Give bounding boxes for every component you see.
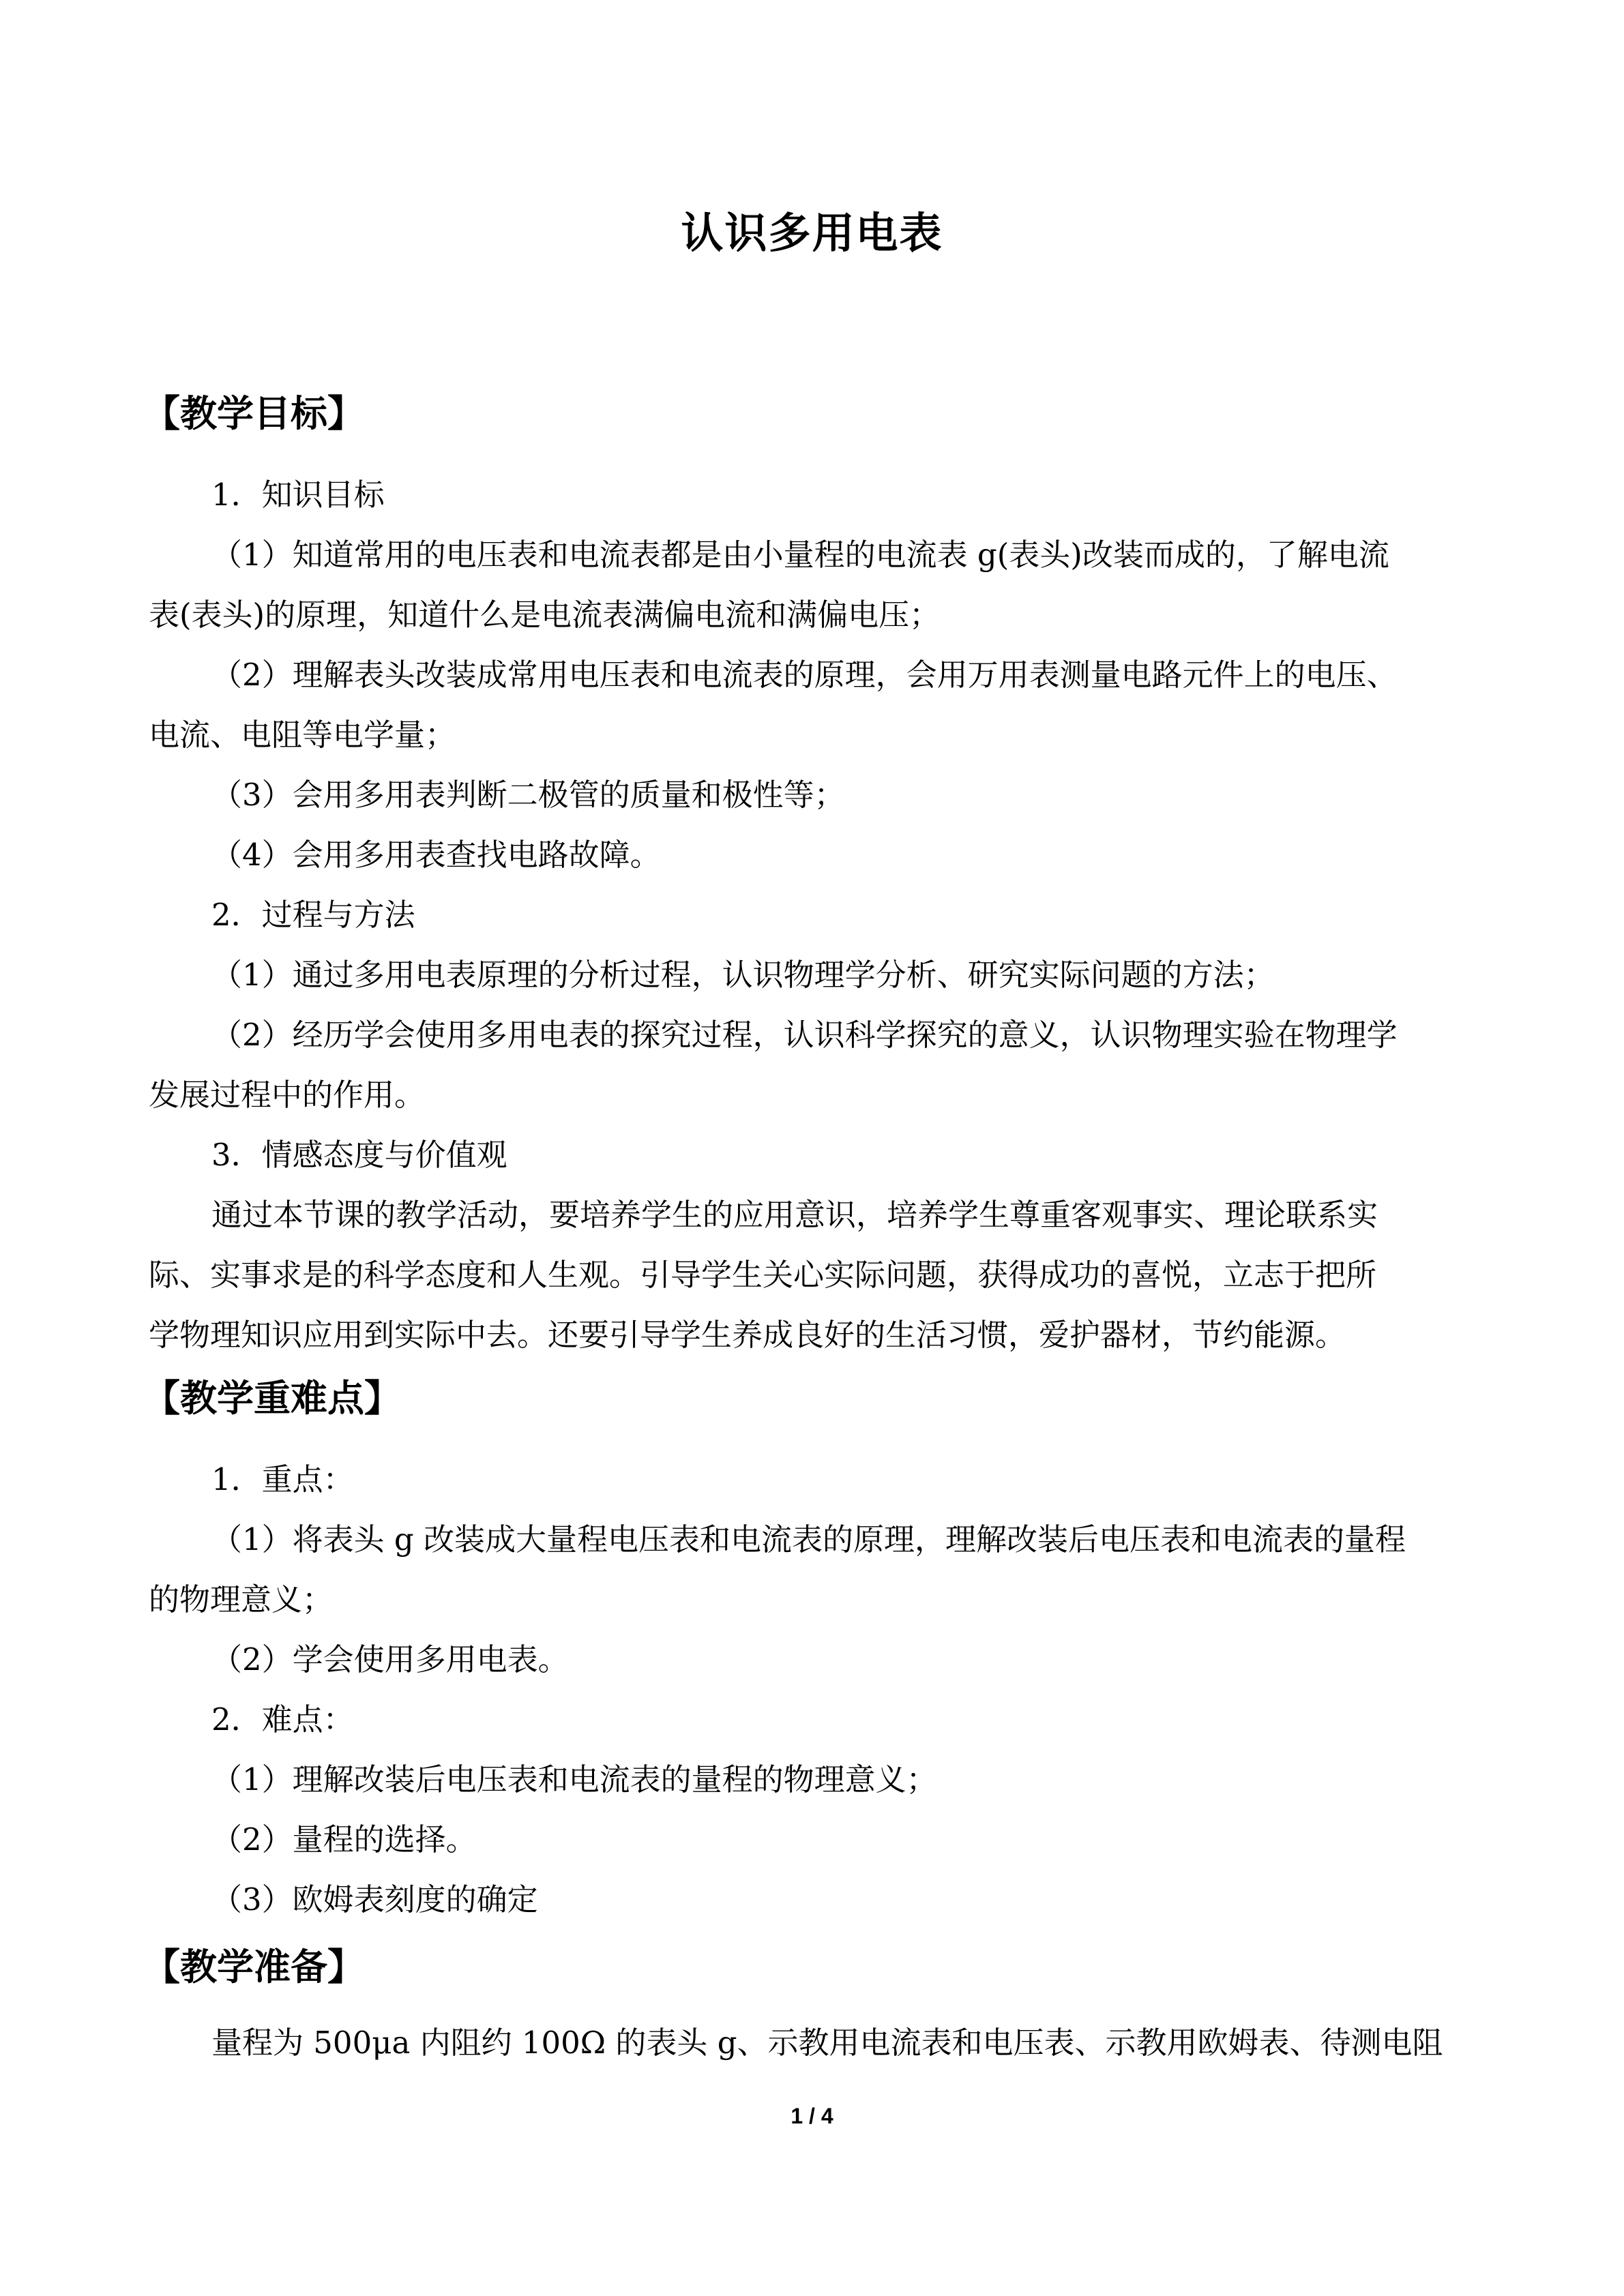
paragraph-line: （1）理解改装后电压表和电流表的量程的物理意义； (211, 1761, 937, 1798)
paragraph-line: （3）欧姆表刻度的确定 (211, 1881, 538, 1918)
paragraph-line: 电流、电阻等电学量； (149, 717, 456, 753)
section-heading-key-difficult-points: 【教学重难点】 (143, 1377, 401, 1420)
paragraph-line: 发展过程中的作用。 (149, 1077, 426, 1113)
paragraph-line: （1）知道常用的电压表和电流表都是由小量程的电流表 g(表头)改装而成的，了解电流 (211, 537, 1389, 573)
paragraph-line: （2）学会使用多用电表。 (211, 1641, 569, 1678)
paragraph-line: 际、实事求是的科学态度和人生观。引导学生关心实际问题，获得成功的喜悦，立志于把所 (149, 1257, 1377, 1293)
paragraph-line: 的物理意义； (149, 1581, 334, 1617)
section-heading-teaching-preparation: 【教学准备】 (143, 1945, 364, 1988)
paragraph-line: （1）通过多用电表原理的分析过程，认识物理学分析、研究实际问题的方法； (211, 957, 1275, 993)
paragraph-line: 1．知识目标 (211, 477, 385, 513)
paragraph-line: 通过本节课的教学活动，要培养学生的应用意识，培养学生尊重客观事实、理论联系实 (211, 1197, 1378, 1233)
section-heading-teaching-goals: 【教学目标】 (143, 392, 364, 435)
paragraph-line: （2）理解表头改装成常用电压表和电流表的原理，会用万用表测量电路元件上的电压、 (211, 657, 1398, 693)
paragraph-line: （2）量程的选择。 (211, 1821, 477, 1858)
paragraph-line: （1）将表头 g 改装成大量程电压表和电流表的原理，理解改装后电压表和电流表的量程 (211, 1521, 1406, 1557)
paragraph-line: 2．过程与方法 (211, 897, 415, 933)
page-title: 认识多用电表 (681, 208, 943, 258)
paragraph-line: 2．难点： (211, 1701, 354, 1738)
paragraph-line: 3．情感态度与价值观 (211, 1137, 507, 1173)
paragraph-line: 表(表头)的原理，知道什么是电流表满偏电流和满偏电压； (149, 597, 941, 633)
paragraph-line: （3）会用多用表判断二极管的质量和极性等； (211, 777, 845, 813)
paragraph-line: 学物理知识应用到实际中去。还要引导学生养成良好的生活习惯，爱护器材，节约能源。 (149, 1317, 1346, 1353)
paragraph-line: 1．重点： (211, 1461, 354, 1497)
paragraph-line: （4）会用多用表查找电路故障。 (211, 837, 661, 873)
paragraph-line: （2）经历学会使用多用电表的探究过程，认识科学探究的意义，认识物理实验在物理学 (211, 1017, 1398, 1053)
paragraph-line: 量程为 500μa 内阻约 100Ω 的表头 g、示教用电流表和电压表、示教用欧姆表、待测电阻 (211, 2025, 1443, 2061)
page-number: 1 / 4 (791, 2104, 833, 2128)
